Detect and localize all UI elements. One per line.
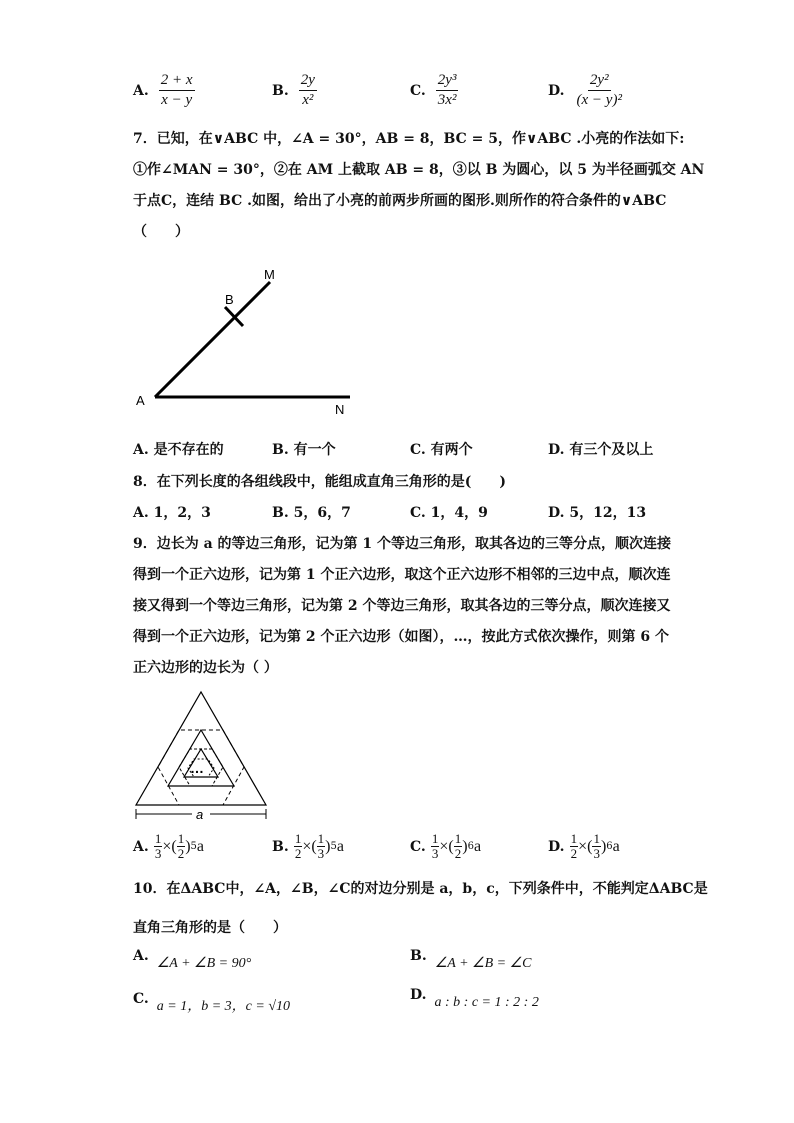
q6-option-d[interactable]: [548, 72, 624, 110]
q8-option-b[interactable]: B. 5，6，7: [272, 505, 351, 521]
q10-stem-line2: 直角三角形的是（ ）: [133, 920, 287, 936]
option-label: C.: [410, 82, 426, 99]
fraction: 1 3: [593, 831, 600, 862]
q9-option-a[interactable]: A. $\frac{1}{3}$ ×( 1 2 ) 5 a: [133, 831, 205, 862]
label-a: A: [136, 393, 145, 408]
q7-stem-line3: 于点C，连结 BC .如图，给出了小亮的前两步所画的图形.则所作的符合条件的∨ABC: [133, 193, 667, 209]
q6-option-a[interactable]: [133, 72, 195, 110]
fraction: $\frac{1}{2}$: [294, 831, 302, 862]
option-label: D.: [548, 82, 565, 99]
option-label: B.: [272, 82, 289, 99]
q6-option-b[interactable]: [272, 72, 317, 110]
q9-stem-line2: 得到一个正六边形，记为第 1 个正六边形，取这个正六边形不相邻的三边中点，顺次连: [133, 567, 671, 583]
q8-stem: 8．在下列长度的各组线段中，能组成直角三角形的是( ): [133, 474, 506, 490]
q10-option-b[interactable]: B. ∠A + ∠B = ∠C: [410, 948, 532, 971]
q10-option-c[interactable]: C. a = 1，b = 3，c = √10: [133, 991, 291, 1014]
fraction: $\frac{\text{2y³}}{\text{3x²}}$: [437, 72, 457, 109]
label-m: M: [264, 267, 275, 282]
q8-option-d[interactable]: D. 5，12，13: [548, 505, 647, 521]
fraction: $\frac{1}{2}$: [570, 831, 578, 862]
q9-triangle-figure: [130, 685, 275, 825]
q9-stem-line3: 接又得到一个等边三角形，记为第 2 个等边三角形，取其各边的三等分点，顺次连接又: [133, 598, 671, 614]
label-a: a: [196, 807, 204, 822]
fraction: $\frac{\text{2y²}}{\text{(x − y)²}}$: [576, 72, 622, 109]
label-b: B: [225, 292, 234, 307]
fraction: $\frac{2y}{\text{x²}}$: [300, 72, 315, 109]
q7-option-b[interactable]: B. 有一个: [272, 442, 336, 458]
fraction: $\frac{2 + x}{x - y}$: [160, 72, 193, 109]
dots: …: [190, 760, 204, 776]
q7-option-c[interactable]: C. 有两个: [410, 442, 473, 458]
q9-option-c[interactable]: C. $\frac{1}{3}$ ×( 1 2 ) 6 a: [410, 831, 482, 862]
q9-stem-line4: 得到一个正六边形，记为第 2 个正六边形（如图），…，按此方式依次操作，则第 6 个: [133, 629, 669, 645]
q7-option-a[interactable]: A. 是不存在的: [133, 442, 224, 458]
q10-stem-line1: 10．在ΔABC中，∠A，∠B，∠C的对边分别是 a，b，c，下列条件中，不能判定ΔABC是: [133, 881, 708, 897]
option-label: A.: [133, 82, 149, 99]
fraction: 1 2: [454, 831, 462, 862]
fraction: 1 3: [317, 831, 325, 862]
q10-option-a[interactable]: A. ∠A + ∠B = 90°: [133, 948, 252, 971]
q10-option-d[interactable]: D. a : b : c = 1 : 2 : 2: [410, 987, 539, 1010]
q7-answer-paren: （ ）: [133, 224, 189, 240]
q7-option-d[interactable]: D. 有三个及以上: [548, 442, 654, 458]
q7-angle-figure: [130, 262, 370, 422]
q7-stem-line2: ①作∠MAN = 30°，②在 AM 上截取 AB = 8，③以 B 为圆心，以 5 为半径画弧交 AN: [133, 162, 705, 178]
fraction: $\frac{1}{3}$: [431, 831, 439, 862]
q9-option-b[interactable]: B. $\frac{1}{2}$ ×( 1 3 ) 5 a: [272, 831, 344, 862]
ray-am: [155, 282, 270, 397]
q9-stem-line1: 9．边长为 a 的等边三角形，记为第 1 个等边三角形，取其各边的三等分点，顺次连接: [133, 536, 672, 552]
q9-option-d[interactable]: D. $\frac{1}{2}$ ×( 1 3 ) 6 a: [548, 831, 620, 862]
fraction: 1 2: [177, 831, 185, 862]
label-n: N: [335, 402, 345, 417]
q8-option-c[interactable]: C. 1，4，9: [410, 505, 488, 521]
q9-stem-line5: 正六边形的边长为（ ）: [133, 660, 278, 676]
q6-option-c[interactable]: [410, 72, 458, 110]
fraction: $\frac{1}{3}$: [154, 831, 162, 862]
q7-stem-line1: 7．已知，在∨ABC 中，∠A = 30°，AB = 8，BC = 5，作∨ABC .小亮的作法如下:: [133, 131, 685, 147]
q8-option-a[interactable]: A. 1，2，3: [133, 505, 211, 521]
